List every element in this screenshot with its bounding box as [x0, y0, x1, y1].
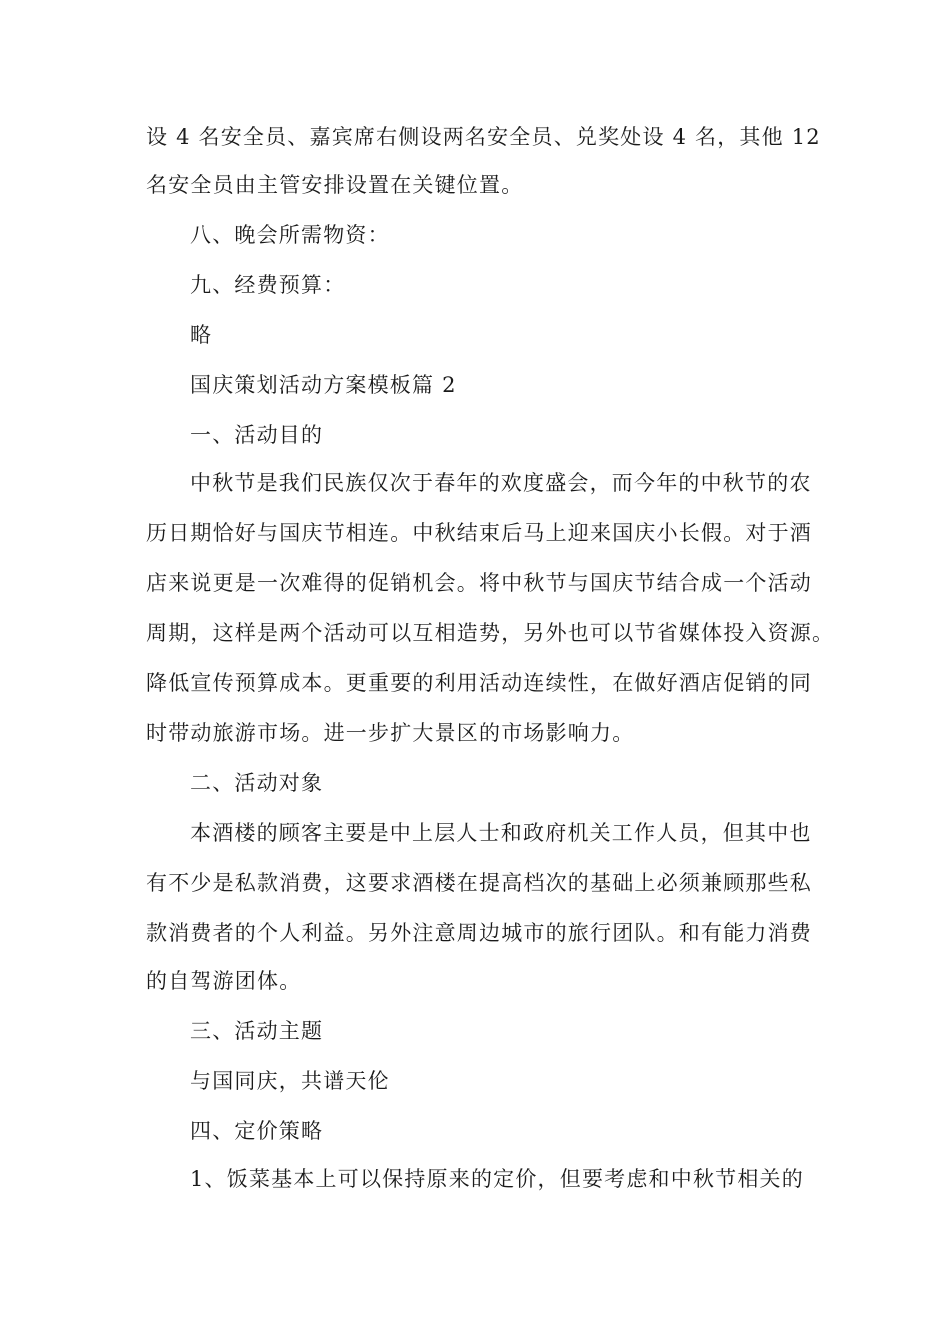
section-heading: 二、活动对象: [190, 771, 324, 795]
section-heading: 三、活动主题: [190, 1019, 324, 1043]
body-text-line: 时带动旅游市场。进一步扩大景区的市场影响力。: [146, 721, 635, 745]
body-text-line: 周期，这样是两个活动可以互相造势，另外也可以节省媒体投入资源。: [146, 621, 835, 645]
section-heading: 一、活动目的: [190, 423, 324, 447]
body-text-line: 历日期恰好与国庆节相连。中秋结束后马上迎来国庆小长假。对于酒: [146, 521, 812, 545]
paragraph-first-line: 1、饭菜基本上可以保持原来的定价，但要考虑和中秋节相关的: [190, 1167, 804, 1191]
body-text-line: 降低宣传预算成本。更重要的利用活动连续性，在做好酒店促销的同: [146, 671, 812, 695]
section-heading: 八、晚会所需物资：: [190, 223, 390, 247]
body-text-line: 设 4 名安全员、嘉宾席右侧设两名安全员、兑奖处设 4 名，其他 12: [146, 125, 821, 149]
section-heading: 四、定价策略: [190, 1119, 324, 1143]
body-text-line: 与国同庆，共谱天伦: [190, 1069, 390, 1093]
section-heading: 九、经费预算：: [190, 273, 346, 297]
body-text-line: 店来说更是一次难得的促销机会。将中秋节与国庆节结合成一个活动: [146, 571, 812, 595]
article-title: 国庆策划活动方案模板篇 2: [190, 373, 457, 397]
body-text-line: 名安全员由主管安排设置在关键位置。: [146, 173, 524, 197]
body-text-line: 有不少是私款消费，这要求酒楼在提高档次的基础上必须兼顾那些私: [146, 871, 812, 895]
body-text-line: 款消费者的个人利益。另外注意周边城市的旅行团队。和有能力消费: [146, 921, 812, 945]
paragraph-first-line: 中秋节是我们民族仅次于春年的欢度盛会，而今年的中秋节的农: [190, 471, 812, 495]
body-text-line: 的自驾游团体。: [146, 969, 302, 993]
body-text-line: 略: [190, 323, 213, 347]
paragraph-first-line: 本酒楼的顾客主要是中上层人士和政府机关工作人员，但其中也: [190, 821, 812, 845]
